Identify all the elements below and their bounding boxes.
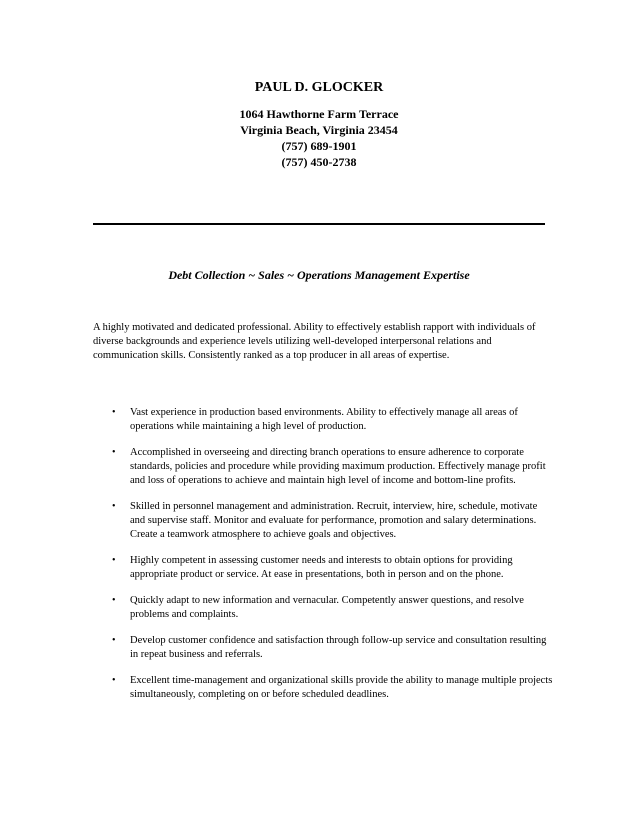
bullet-icon: • — [112, 407, 116, 418]
bullet-icon: • — [112, 555, 116, 566]
list-item-text: Quickly adapt to new information and vernacular. Competently answer questions, and resolve problems and complaints. — [130, 595, 524, 620]
list-item — [93, 500, 553, 542]
list-item — [93, 674, 553, 702]
list-item — [93, 406, 553, 434]
list-item — [93, 554, 553, 582]
list-item-text: Accomplished in overseeing and directing branch operations to ensure adherence to corporate standards, policies and procedure while providing maximum production. Effectively manage profit and loss of operations to achieve and maintain high level of income and bottom-line profits. — [130, 447, 546, 486]
phone-primary: (757) 689-1901 — [281, 139, 357, 153]
list-item-text: Vast experience in production based environments. Ability to effectively manage all areas of operations while maintaining a high level of production. — [130, 407, 518, 432]
qualifications-list — [93, 406, 553, 714]
bullet-icon: • — [112, 447, 116, 458]
bullet-icon: • — [112, 595, 116, 606]
list-item-text: Highly competent in assessing customer needs and interests to obtain options for providing appropriate product or service. At ease in presentations, both in person and on the phone. — [130, 555, 513, 580]
summary-paragraph: A highly motivated and dedicated professional. Ability to effectively establish rapport with individuals of diverse backgrounds and experience levels utilizing well-developed interpersonal relations and communication skills. Consistently ranked as a top producer in all areas of expertise. — [93, 322, 536, 361]
list-item — [93, 446, 553, 488]
list-item-text: Excellent time-management and organizational skills provide the ability to manage multiple projects simultaneously, completing on or before scheduled deadlines. — [130, 675, 553, 700]
list-item — [93, 634, 553, 662]
list-item — [93, 594, 553, 622]
candidate-name: PAUL D. GLOCKER — [254, 80, 384, 95]
list-item-text: Develop customer confidence and satisfaction through follow-up service and consultation resulting in repeat business and referrals. — [130, 635, 547, 660]
bullet-icon: • — [112, 635, 116, 646]
address-city: Virginia Beach, Virginia 23454 — [240, 123, 398, 137]
header-divider — [93, 223, 545, 225]
list-item-text: Skilled in personnel management and administration. Recruit, interview, hire, schedule, motivate and supervise staff. Monitor and evaluate for performance, promotion and salary determinations. Create a teamwork atmosphere to achieve goals and objectives. — [130, 501, 538, 540]
address-street: 1064 Hawthorne Farm Terrace — [239, 107, 399, 121]
bullet-icon: • — [112, 501, 116, 512]
expertise-title: Debt Collection ~ Sales ~ Operations Management Expertise — [168, 268, 470, 282]
bullet-icon: • — [112, 675, 116, 686]
contact-block — [0, 106, 638, 170]
phone-secondary: (757) 450-2738 — [281, 155, 357, 169]
